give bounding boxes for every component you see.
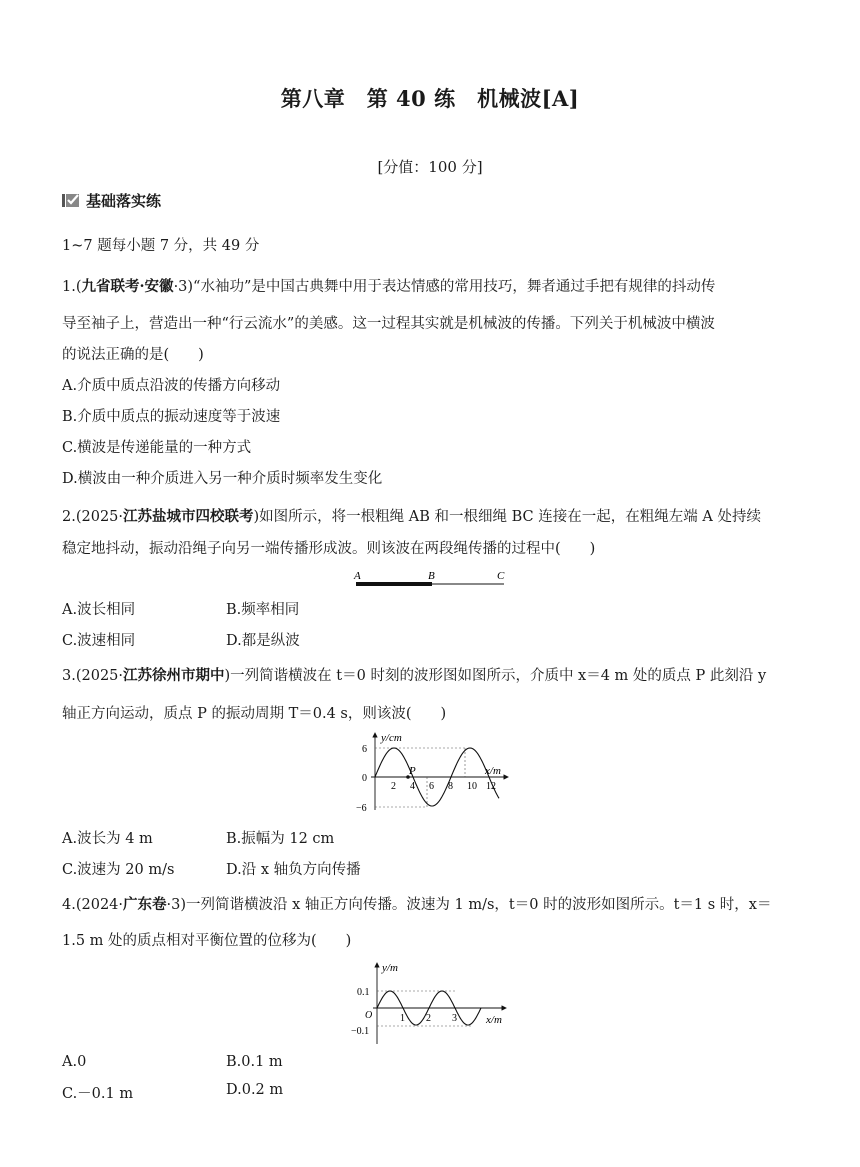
q3-option-d: D.沿 x 轴负方向传播 (226, 862, 361, 878)
q4-origin: O (365, 1010, 373, 1021)
q3-xtick-5: 12 (486, 781, 496, 792)
q3-line1: 3.(2025·江苏徐州市期中)一列简谐横波在 t＝0 时刻的波形图如图所示，介质中 x＝4 m 处的质点 P 此刻沿 y (62, 667, 767, 684)
q3-xtick-4: 10 (467, 781, 477, 792)
q1-source: 九省联考·安徽 (81, 278, 174, 295)
q1-line3: 的说法正确的是( ) (62, 347, 204, 363)
q3-xtick-1: 4 (410, 781, 415, 792)
q3-line2: 轴正方向运动，质点 P 的振动周期 T＝0.4 s，则该波( ) (62, 706, 447, 722)
q3-ytick-neg6: −6 (356, 803, 367, 814)
q1-option-d: D.横波由一种介质进入另一种介质时频率发生变化 (62, 471, 383, 487)
page-title: 第八章 第 40 练 机械波[A] (280, 86, 580, 111)
q2-option-d: D.都是纵波 (226, 633, 300, 649)
q3-point-label: P (409, 765, 416, 777)
q4-option-b: B.0.1 m (226, 1054, 283, 1070)
q3-option-b: B.振幅为 12 cm (226, 831, 335, 847)
q3-xtick-2: 6 (429, 781, 434, 792)
section-heading (62, 190, 161, 211)
q3-ytick-6: 6 (362, 744, 367, 755)
rope-label-c: C (497, 570, 505, 582)
q4-ytick-neg01: −0.1 (351, 1026, 370, 1037)
q3-source: 江苏徐州市期中 (123, 667, 225, 684)
q1-line2: 导至袖子上，营造出一种“行云流水”的美感。这一过程其实就是机械波的传播。下列关于机械波中横波 (62, 316, 715, 332)
q4-xtick-1: 2 (426, 1013, 431, 1024)
q3-origin: 0 (362, 773, 367, 784)
wave-figure-q4 (343, 958, 513, 1048)
q1-option-b: B.介质中质点的振动速度等于波速 (62, 409, 281, 425)
q1-option-c: C.横波是传递能量的一种方式 (62, 440, 252, 456)
checklist-icon (62, 193, 80, 208)
scoring-intro: 1~7 题每小题 7 分，共 49 分 (62, 238, 260, 254)
q1-line1: 1.(九省联考·安徽·3)“水袖功”是中国古典舞中用于表达情感的常用技巧，舞者通过手把有规律的抖动传 (62, 278, 716, 295)
rope-label-b: B (428, 570, 435, 582)
q2-line2: 稳定地抖动，振动沿绳子向另一端传播形成波。则该波在两段绳传播的过程中( ) (62, 541, 596, 557)
rope-label-a: A (354, 570, 361, 582)
q4-ylabel: y/m (382, 962, 398, 974)
q4-xlabel: x/m (486, 1014, 502, 1026)
q1-option-a: A.介质中质点沿波的传播方向移动 (62, 378, 281, 394)
rope-figure (350, 568, 520, 590)
q2-option-a: A.波长相同 (62, 602, 136, 618)
q3-xtick-3: 8 (448, 781, 453, 792)
section-title: 基础落实练 (86, 192, 162, 210)
q4-xtick-2: 3 (452, 1013, 457, 1024)
q3-xlabel: x/m (485, 765, 501, 777)
q4-line2: 1.5 m 处的质点相对平衡位置的位移为( ) (62, 933, 352, 949)
q2-option-c: C.波速相同 (62, 633, 136, 649)
q3-x-tick-labels (391, 781, 496, 792)
q2-line1: 2.(2025·江苏盐城市四校联考)如图所示，将一根粗绳 AB 和一根细绳 BC 连接在一起，在粗绳左端 A 处持续 (62, 508, 761, 525)
q4-ytick-01: 0.1 (357, 987, 370, 998)
q3-option-c: C.波速为 20 m/s (62, 862, 175, 878)
q2-source: 江苏盐城市四校联考 (123, 508, 254, 525)
q3-ylabel: y/cm (381, 732, 402, 744)
q4-source: 广东卷 (123, 896, 167, 913)
q4-line1: 4.(2024·广东卷·3)一列简谐横波沿 x 轴正方向传播。波速为 1 m/s，t＝0 时的波形如图所示。t＝1 s 时，x＝ (62, 896, 772, 913)
q3-option-a: A.波长为 4 m (62, 831, 153, 847)
q3-xtick-0: 2 (391, 781, 396, 792)
wave-figure-q3 (345, 728, 515, 820)
q4-option-a: A.0 (62, 1054, 87, 1070)
q4-option-d: D.0.2 m (226, 1082, 284, 1098)
q2-option-b: B.频率相同 (226, 602, 300, 618)
q4-xtick-0: 1 (400, 1013, 405, 1024)
q4-option-c: C.－0.1 m (62, 1086, 134, 1102)
score-value: [分值：100 分] (377, 158, 483, 176)
